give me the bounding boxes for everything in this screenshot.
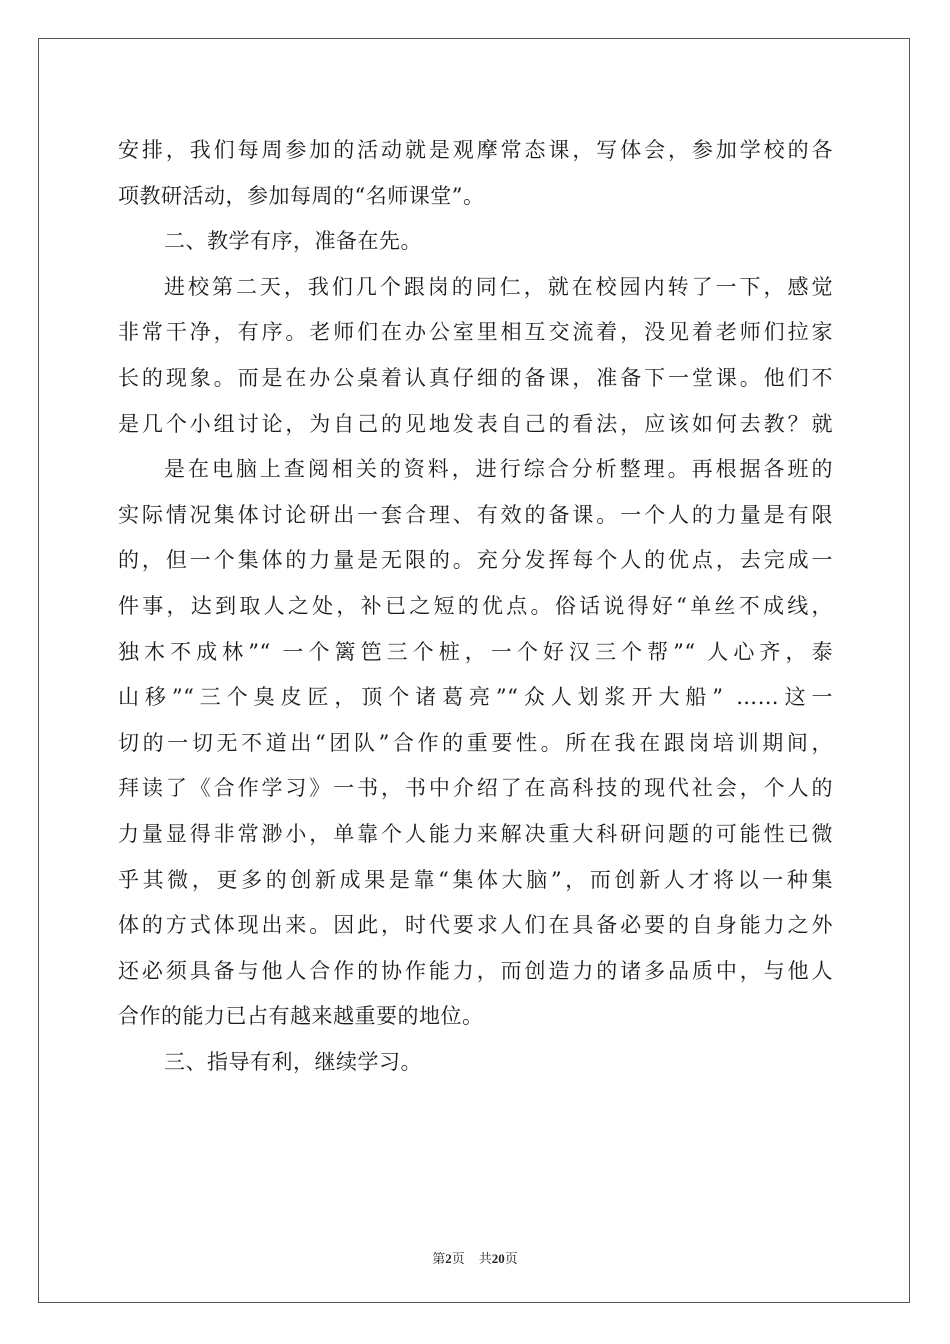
text-line: 非常干净，有序。老师们在办公室里相互交流着，没见着老师们拉家 [118, 320, 833, 345]
text-line: 合作的能力已占有越来越重要的地位。 [118, 1004, 484, 1029]
total-prefix: 共 [478, 1251, 492, 1266]
text-line: 进校第二天，我们几个跟岗的同仁，就在校园内转了一下，感觉 [164, 274, 833, 299]
document-body [118, 128, 833, 1085]
text-line: 实际情况集体讨论研出一套合理、有效的备课。一个人的力量是有限 [118, 502, 833, 527]
text-line: 还必须具备与他人合作的协作能力，而创造力的诸多品质中，与他人 [118, 958, 833, 983]
text-line: 的，但一个集体的力量是无限的。充分发挥每个人的优点，去完成一 [118, 548, 833, 573]
text-line: 件事，达到取人之处，补已之短的优点。俗话说得好“单丝不成线， [118, 593, 833, 618]
text-line: 独木不成林”“ 一个篱笆三个桩，一个好汉三个帮”“ 人心齐，泰 [118, 639, 833, 664]
text-line: 三、指导有利，继续学习。 [164, 1049, 422, 1074]
text-line: 体的方式体现出来。因此，时代要求人们在具备必要的自身能力之外 [118, 913, 833, 938]
text-line: 长的现象。而是在办公桌着认真仔细的备课，准备下一堂课。他们不 [118, 365, 833, 390]
page-prefix: 第 [432, 1251, 446, 1266]
page-number: 2 [445, 1251, 452, 1266]
total-suffix: 页 [504, 1251, 518, 1266]
text-line: 力量显得非常渺小，单靠个人能力来解决重大科研问题的可能性已微 [118, 821, 833, 846]
text-line: 是几个小组讨论，为自己的见地发表自己的看法，应该如何去教？就 [118, 411, 833, 436]
text-line: 切的一切无不道出“团队”合作的重要性。所在我在跟岗培训期间， [118, 730, 833, 755]
total-pages: 20 [491, 1251, 505, 1266]
text-line: 山移”“三个臭皮匠，顶个诸葛亮”“众人划浆开大船” ……这一 [118, 685, 833, 710]
text-line: 二、教学有序，准备在先。 [164, 229, 422, 254]
text-line: 安排，我们每周参加的活动就是观摩常态课，写体会，参加学校的各 [118, 138, 833, 162]
text-line: 项教研活动，参加每周的“名师课堂”。 [118, 183, 485, 208]
page-suffix: 页 [451, 1251, 465, 1266]
text-line: 乎其微，更多的创新成果是靠“集体大脑”，而创新人才将以一种集 [118, 867, 833, 892]
text-line: 是在电脑上查阅相关的资料，进行综合分析整理。再根据各班的 [164, 457, 833, 482]
page-footer [0, 1248, 950, 1267]
text-line: 拜读了《合作学习》一书，书中介绍了在高科技的现代社会，个人的 [118, 776, 833, 801]
